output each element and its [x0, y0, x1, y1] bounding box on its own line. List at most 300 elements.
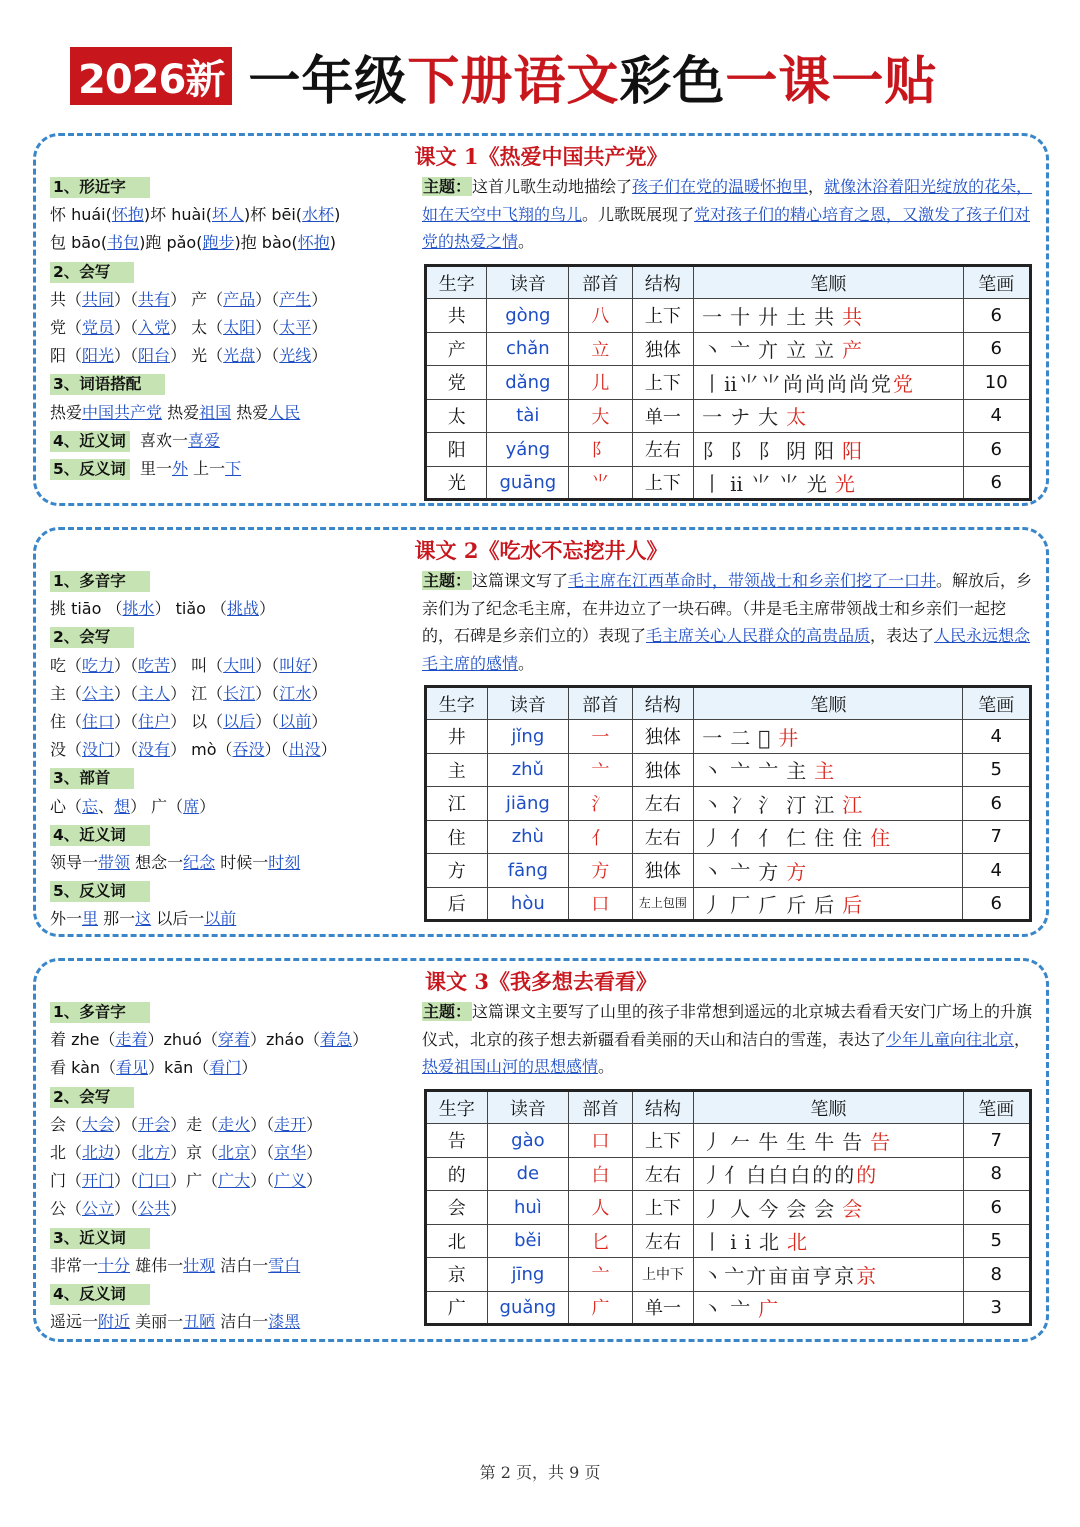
character-cell: 北: [426, 1224, 488, 1258]
column-header: 结构: [632, 1091, 694, 1124]
text-fragment: ）: [311, 655, 328, 675]
table-row: [426, 1191, 1031, 1225]
lesson-section-3: [33, 958, 1049, 1342]
answer-word: 书包: [107, 233, 140, 253]
text-fragment: ）（: [255, 346, 280, 366]
text-fragment: ）（: [264, 740, 289, 760]
stroke-step: 白: [790, 1163, 813, 1188]
structure-cell: 左右: [632, 1157, 694, 1191]
text-fragment: 遥远一: [50, 1312, 99, 1332]
answer-word: 人民: [268, 402, 301, 422]
page-footer: 第 2 页，共 9 页: [479, 1463, 601, 1482]
pinyin-cell: fāng: [487, 854, 569, 888]
lesson-section-2: [33, 527, 1049, 937]
text-fragment: 挑 tiāo （: [50, 599, 123, 619]
stroke-order-cell: [694, 753, 963, 787]
stroke-step: 丿: [702, 826, 731, 851]
note-line: [50, 1167, 420, 1195]
structure-cell: 单一: [632, 1291, 694, 1325]
answer-word: 丑陋: [183, 1312, 216, 1332]
stroke-step: 党: [870, 371, 893, 396]
text-fragment: 美丽一: [130, 1312, 184, 1332]
note-line: [50, 849, 420, 877]
stroke-step: ⺌: [760, 371, 783, 396]
column-header: 部首: [569, 266, 632, 299]
answer-word: 喜爱: [187, 430, 220, 450]
answer-word: 这: [135, 909, 152, 929]
radical-cell: 白: [569, 1157, 632, 1191]
table-header-row: [426, 687, 1031, 720]
answer-word: 忘: [82, 796, 99, 816]
stroke-step: 亠: [730, 759, 759, 784]
answer-word: 带领: [98, 852, 131, 872]
stroke-step: 共: [842, 304, 871, 329]
text-fragment: ）: [311, 317, 328, 337]
answer-word: 以前: [204, 909, 237, 929]
column-header: 读音: [487, 266, 569, 299]
stroke-step: 立: [814, 338, 843, 363]
text-fragment: ）: [320, 740, 337, 760]
stroke-step: 阳: [814, 438, 843, 463]
radical-cell: 亠: [569, 1258, 632, 1292]
section-heading: 4、近义词: [50, 825, 150, 846]
stroke-order-cell: [694, 1224, 963, 1258]
stroke-order-cell: [694, 1258, 963, 1292]
stroke-step: 一: [702, 304, 731, 329]
column-header: 笔顺: [694, 1091, 963, 1124]
stroke-step: 亨: [812, 1263, 835, 1288]
pinyin-cell: guāng: [487, 466, 569, 500]
stroke-step: 产: [842, 338, 871, 363]
text-fragment: 非常一: [50, 1255, 99, 1275]
answer-word: 看见: [116, 1058, 149, 1078]
table-row: [426, 466, 1031, 500]
note-line: [50, 1252, 420, 1280]
text-fragment: ）: [306, 1114, 323, 1134]
text-fragment: 看 kàn（: [50, 1058, 117, 1078]
text-fragment: ）: [241, 1058, 258, 1078]
character-table: [424, 1089, 1032, 1326]
stroke-step: 丨: [702, 471, 731, 496]
stroke-step: 白: [768, 1163, 791, 1188]
stroke-order-cell: [694, 332, 963, 366]
pinyin-cell: hòu: [487, 887, 569, 921]
stroke-step: 亻: [724, 1163, 747, 1188]
structure-cell: 左右: [632, 433, 693, 467]
structure-cell: 上下: [632, 1191, 694, 1225]
section-heading: 2、会写: [50, 627, 134, 648]
stroke-count-cell: 6: [963, 466, 1031, 500]
text-fragment: ）（: [250, 1114, 275, 1134]
pinyin-cell: guǎng: [487, 1291, 569, 1325]
pinyin-cell: tài: [487, 399, 569, 433]
stroke-order-cell: [694, 1124, 963, 1158]
stroke-step: ⺌: [750, 471, 779, 496]
text-fragment: ）（: [114, 740, 139, 760]
answer-word: 走开: [274, 1114, 307, 1134]
section-heading: 4、反义词: [50, 1284, 150, 1305]
answer-word: 中国共产党: [82, 402, 163, 422]
lesson-theme: [422, 173, 1034, 256]
stroke-step: 二: [730, 725, 759, 750]
text-fragment: ）zháo（: [250, 1030, 321, 1050]
text-fragment: ） 江（: [170, 683, 224, 703]
stroke-step: 土: [786, 304, 815, 329]
text-fragment: ）（: [255, 711, 280, 731]
stroke-count-cell: 6: [963, 299, 1031, 333]
answer-word: 下: [225, 458, 242, 478]
text-fragment: 雄伟一: [130, 1255, 184, 1275]
answer-word: 热爱祖国山河的思想感情: [422, 1057, 599, 1076]
section-heading: 5、反义词: [50, 881, 150, 902]
answer-word: 毛主席关心人民群众的高贵品质: [646, 626, 871, 645]
stroke-step: 亣: [746, 1263, 769, 1288]
table-row: [426, 787, 1031, 821]
theme-label: 主题：: [423, 177, 472, 196]
text-fragment: ）（: [114, 1171, 139, 1191]
title-part-2: 下册语文: [407, 50, 620, 112]
answer-word: 公共: [138, 1199, 171, 1219]
section-heading-row: [50, 1224, 420, 1252]
column-header: 笔画: [963, 1091, 1031, 1124]
answer-word: 没门: [82, 740, 115, 760]
stroke-step: 一: [702, 405, 731, 430]
theme-text: 。: [518, 232, 535, 251]
answer-word: 叫好: [279, 655, 312, 675]
text-fragment: 热爱: [162, 402, 200, 422]
text-fragment: ）走（: [170, 1114, 219, 1134]
lesson-title: 课文 1《热爱中国共产党》: [414, 144, 668, 169]
structure-cell: 左右: [632, 787, 694, 821]
character-table: [424, 264, 1032, 501]
stroke-step: 住: [842, 826, 871, 851]
stroke-order-cell: [694, 1191, 963, 1225]
stroke-count-cell: 7: [963, 1124, 1031, 1158]
structure-cell: 独体: [632, 854, 694, 888]
answer-word: 光盘: [223, 346, 256, 366]
stroke-step: ⺌: [778, 471, 807, 496]
pinyin-cell: jīng: [487, 1258, 569, 1292]
character-cell: 井: [426, 720, 488, 754]
text-fragment: 洁白一: [215, 1255, 269, 1275]
lesson-theme: [422, 998, 1034, 1081]
stroke-step: 光: [834, 471, 863, 496]
stroke-step: 白: [746, 1163, 769, 1188]
answer-word: 产生: [279, 289, 312, 309]
table-row: [426, 854, 1031, 888]
stroke-step: 丿: [702, 892, 731, 917]
stroke-step: 丶: [702, 1296, 731, 1321]
answer-word: 就像沐浴着阳光绽放的花朵，如在天空中飞翔的鸟儿: [422, 177, 1033, 224]
stroke-step: 廾: [758, 304, 787, 329]
theme-text: 。解放后，乡亲们为了纪念毛主席，在井边立了一块石碑。（井是毛主席带领战士和乡亲们一起挖的，石碑是乡亲们立的）表现了: [422, 571, 1033, 645]
stroke-step: 丶: [702, 792, 731, 817]
section-heading: 4、近义词: [50, 431, 130, 452]
note-line: [50, 652, 420, 680]
answer-word: 纪念: [183, 852, 216, 872]
stroke-step: 亻: [730, 826, 759, 851]
theme-text: 这篇课文主要写了山里的孩子非常想到遥远的北京城去看看天安门广场上的升旗仪式，北京的孩子想去新疆看看美丽的天山和洁白的雪莲，表达了: [422, 1002, 1033, 1049]
note-line: [50, 680, 420, 708]
stroke-step: 人: [730, 1196, 759, 1221]
stroke-step: 的: [834, 1163, 857, 1188]
stroke-count-cell: 6: [963, 433, 1031, 467]
stroke-step: 住: [870, 826, 899, 851]
text-fragment: ） 光（: [170, 346, 224, 366]
character-cell: 阳: [426, 433, 487, 467]
section-heading: 2、会写: [50, 262, 134, 283]
stroke-step: 亠: [724, 1263, 747, 1288]
answer-word: 外: [171, 458, 188, 478]
stroke-step: 太: [786, 405, 815, 430]
theme-label: 主题：: [423, 571, 472, 590]
section-heading-row: [50, 1083, 420, 1111]
text-fragment: ): [334, 205, 341, 225]
text-fragment: ）（: [114, 289, 139, 309]
answer-word: 怀抱: [111, 205, 144, 225]
answer-word: 党员: [82, 317, 115, 337]
text-fragment: ）zhuó（: [147, 1030, 218, 1050]
stroke-step: 亠: [730, 859, 759, 884]
answer-word: 光线: [279, 346, 312, 366]
answer-word: 漆黑: [268, 1312, 301, 1332]
character-cell: 后: [426, 887, 488, 921]
answer-word: 席: [183, 796, 200, 816]
character-cell: 共: [426, 299, 487, 333]
answer-word: 看门: [209, 1058, 242, 1078]
answer-word: 住户: [138, 711, 171, 731]
stroke-step: 阴: [786, 438, 815, 463]
theme-text: 。: [598, 1057, 615, 1076]
text-fragment: ）（: [114, 317, 139, 337]
column-header: 笔顺: [694, 687, 963, 720]
theme-text: 。: [518, 653, 535, 673]
text-fragment: )坏 huài(: [143, 205, 212, 225]
answer-word: 共有: [138, 289, 171, 309]
stroke-step: 党: [892, 371, 915, 396]
note-line: [50, 708, 420, 736]
column-header: 生字: [426, 266, 487, 299]
pinyin-cell: dǎng: [487, 366, 569, 400]
stroke-step: 告: [842, 1129, 871, 1154]
stroke-step: 一: [702, 725, 731, 750]
stroke-count-cell: 10: [963, 366, 1031, 400]
answer-word: 毛主席在江西革命时，带领战士和乡亲们挖了一口井: [568, 571, 937, 590]
text-fragment: 会（: [50, 1114, 83, 1134]
note-line: [50, 1195, 420, 1223]
text-fragment: 门（: [50, 1171, 83, 1191]
answer-word: 太阳: [223, 317, 256, 337]
text-fragment: ）: [306, 1142, 323, 1162]
section-heading: 3、近义词: [50, 1228, 150, 1249]
answer-word: 党对孩子们的精心培育之恩，又激发了孩子们对党的热爱之情: [422, 204, 1031, 251]
character-cell: 江: [426, 787, 488, 821]
page-header: [70, 44, 938, 112]
structure-cell: 上中下: [632, 1258, 694, 1292]
section-heading-row: [50, 877, 420, 905]
answer-word: 江水: [279, 683, 312, 703]
answer-word: 雪白: [268, 1255, 301, 1275]
pinyin-cell: jǐng: [487, 720, 569, 754]
answer-word: 公主: [82, 683, 115, 703]
text-fragment: 想念一: [130, 852, 184, 872]
text-fragment: 住（: [50, 711, 83, 731]
stroke-step: 会: [814, 1196, 843, 1221]
stroke-step: 牛: [758, 1129, 787, 1154]
stroke-step: 丨: [702, 371, 725, 396]
stroke-step: ⅰ: [730, 1230, 745, 1255]
note-line: [50, 399, 420, 427]
character-cell: 的: [426, 1157, 488, 1191]
stroke-count-cell: 6: [963, 1191, 1031, 1225]
text-fragment: ）（: [255, 317, 280, 337]
text-fragment: 心（: [50, 796, 83, 816]
radical-cell: 亠: [569, 753, 633, 787]
theme-label: 主题：: [423, 1002, 472, 1021]
stroke-step: 后: [842, 892, 871, 917]
stroke-step: 北: [759, 1230, 788, 1255]
answer-word: 十分: [98, 1255, 131, 1275]
answer-word: 京华: [274, 1142, 307, 1162]
theme-text: ，: [1014, 1029, 1031, 1049]
radical-cell: 儿: [569, 366, 632, 400]
text-fragment: ）（: [114, 1199, 139, 1219]
stroke-step: 主: [814, 759, 843, 784]
answer-word: 北京: [218, 1142, 251, 1162]
text-fragment: )杯 bēi(: [244, 205, 303, 225]
table-row: [426, 332, 1031, 366]
text-fragment: 以后一: [151, 909, 205, 929]
stroke-count-cell: 6: [963, 787, 1031, 821]
stroke-step: 冫: [730, 792, 759, 817]
text-fragment: ）（: [255, 683, 280, 703]
answer-word: 壮观: [183, 1255, 216, 1275]
column-header: 读音: [487, 687, 569, 720]
spacer: [130, 459, 140, 478]
note-line: [50, 201, 420, 229]
answer-word: 产品: [223, 289, 256, 309]
table-row: [426, 1258, 1031, 1292]
stroke-order-cell: [694, 820, 963, 854]
text-fragment: ）（: [250, 1142, 275, 1162]
stroke-order-cell: [694, 887, 963, 921]
page-title: [248, 39, 937, 114]
stroke-step: 𠂉: [730, 1129, 759, 1154]
structure-cell: 上下: [632, 366, 693, 400]
section-heading: 1、多音字: [50, 571, 150, 592]
answer-word: 住口: [82, 711, 115, 731]
text-fragment: ） 产（: [170, 289, 224, 309]
table-header-row: [426, 266, 1031, 299]
text-fragment: 包 bāo(: [50, 233, 108, 253]
text-fragment: ） 广（: [130, 796, 184, 816]
stroke-step: ⅱ: [730, 471, 751, 496]
section-heading: 1、多音字: [50, 1002, 150, 1023]
stroke-order-cell: [694, 366, 963, 400]
table-row: [426, 1224, 1031, 1258]
stroke-step: 阳: [842, 438, 871, 463]
answer-word: 跑步: [202, 233, 235, 253]
stroke-step: 丿: [702, 1129, 731, 1154]
text-fragment: 喜欢一: [139, 430, 188, 450]
stroke-step: 仁: [786, 826, 815, 851]
column-header: 笔顺: [694, 266, 963, 299]
text-fragment: ）（: [114, 655, 139, 675]
stroke-step: 尚: [804, 371, 827, 396]
stroke-step: 的: [856, 1163, 879, 1188]
answer-word: 公立: [82, 1199, 115, 1219]
answer-word: 出没: [288, 740, 321, 760]
stroke-step: 丿: [702, 1196, 731, 1221]
stroke-count-cell: 4: [963, 720, 1031, 754]
radical-cell: 八: [569, 299, 632, 333]
stroke-step: 丶: [702, 338, 731, 363]
text-fragment: ）: [170, 1199, 187, 1219]
table-row: [426, 720, 1031, 754]
lesson-notes: [50, 173, 420, 483]
table-row: [426, 366, 1031, 400]
note-line: [50, 1308, 420, 1336]
character-cell: 光: [426, 466, 487, 500]
stroke-step: 江: [814, 792, 843, 817]
text-fragment: 上一: [188, 458, 226, 478]
section-heading-row: [50, 567, 420, 595]
answer-word: 吃苦: [138, 655, 171, 675]
stroke-step: 牛: [814, 1129, 843, 1154]
stroke-step: 亠: [730, 1296, 759, 1321]
stroke-count-cell: 8: [963, 1258, 1031, 1292]
text-fragment: ）（: [255, 655, 280, 675]
answer-word: 北方: [138, 1142, 171, 1162]
stroke-step: 亠: [730, 338, 759, 363]
answer-word: 北边: [82, 1142, 115, 1162]
answer-word: 以前: [279, 711, 312, 731]
note-line: [50, 595, 420, 623]
text-fragment: ）（: [114, 1114, 139, 1134]
radical-cell: 口: [569, 887, 633, 921]
answer-word: 附近: [98, 1312, 131, 1332]
stroke-step: 𠂦: [758, 725, 779, 750]
structure-cell: 左上包围: [632, 887, 694, 921]
stroke-step: 丶: [702, 759, 731, 784]
text-fragment: ）: [311, 683, 328, 703]
answer-word: 大会: [82, 1114, 115, 1134]
stroke-step: 丶: [702, 859, 731, 884]
lesson-title: 课文 2《吃水不忘挖井人》: [414, 538, 668, 563]
character-cell: 主: [426, 753, 488, 787]
column-header: 结构: [632, 266, 693, 299]
text-fragment: ）（: [114, 346, 139, 366]
section-heading: 3、词语搭配: [50, 374, 165, 395]
stroke-step: ⅱ: [724, 371, 739, 396]
stroke-step: 亩: [790, 1263, 813, 1288]
answer-word: 广大: [218, 1171, 251, 1191]
stroke-step: 光: [806, 471, 835, 496]
table-row: [426, 887, 1031, 921]
text-fragment: ): [329, 233, 337, 253]
stroke-step: ⺌: [738, 371, 761, 396]
stroke-step: 阝: [702, 438, 731, 463]
radical-cell: 匕: [569, 1224, 632, 1258]
character-cell: 太: [426, 399, 487, 433]
stroke-step: 主: [786, 759, 815, 784]
stroke-step: 丶: [702, 1263, 725, 1288]
radical-cell: 口: [569, 1124, 632, 1158]
text-fragment: ）（: [250, 1171, 275, 1191]
stroke-step: 会: [842, 1196, 871, 1221]
stroke-step: 厂: [730, 892, 759, 917]
stroke-order-cell: [694, 399, 963, 433]
